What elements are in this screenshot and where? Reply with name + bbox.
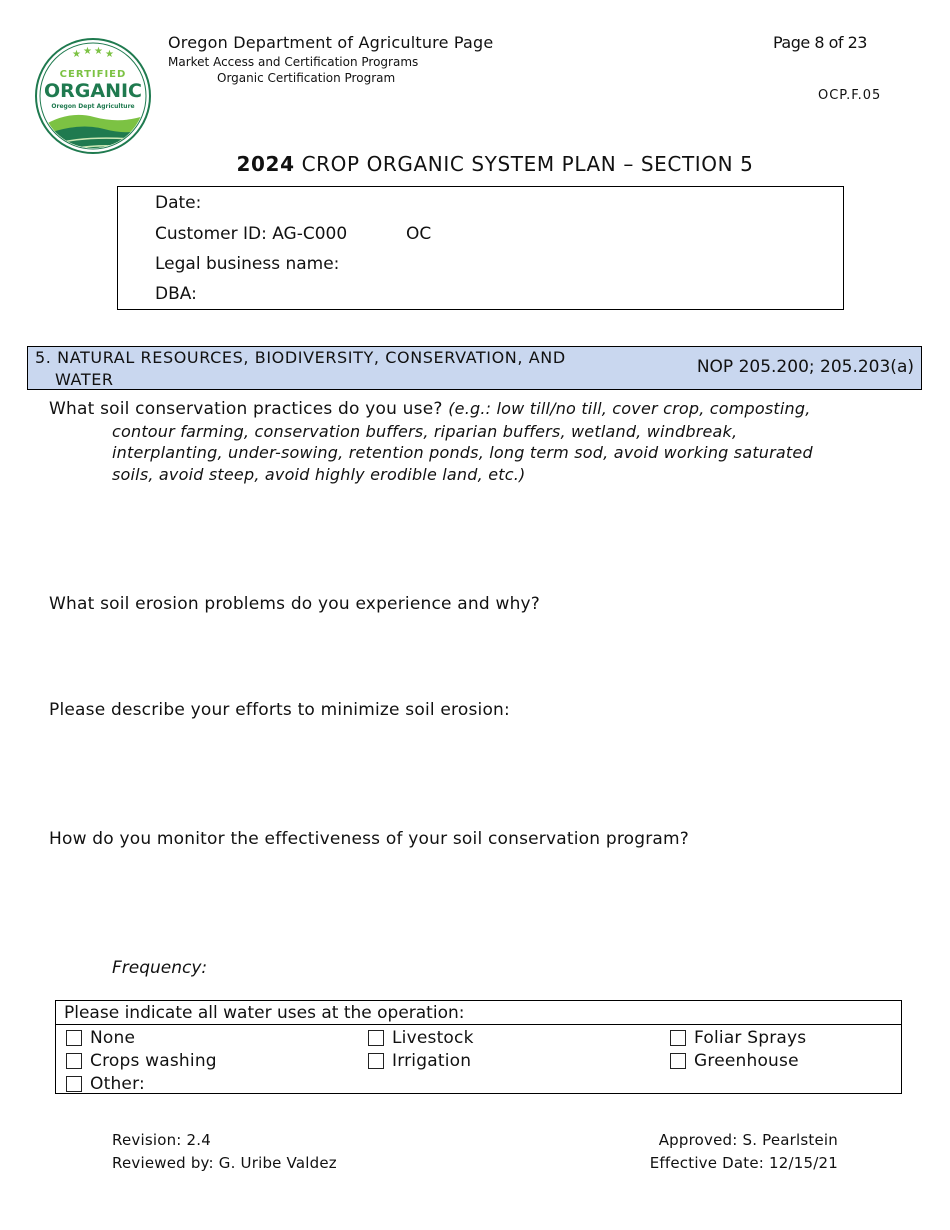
checkbox-label: None bbox=[90, 1028, 136, 1048]
checkbox-label: Irrigation bbox=[392, 1051, 472, 1071]
checkbox-icon[interactable] bbox=[670, 1053, 686, 1069]
customer-id-label: Customer ID: AG-C000 bbox=[155, 224, 348, 244]
checkbox-icon[interactable] bbox=[66, 1076, 82, 1092]
checkbox-icon[interactable] bbox=[66, 1053, 82, 1069]
question-soil-conservation-text: What soil conservation practices do you use? bbox=[49, 399, 443, 419]
water-uses-heading-text: Please indicate all water uses at the operation: bbox=[64, 1003, 465, 1023]
example-line: soils, avoid steep, avoid highly erodible land, etc.) bbox=[112, 464, 526, 484]
svg-text:★: ★ bbox=[94, 46, 103, 57]
checkbox-other[interactable] bbox=[66, 1074, 145, 1094]
footer-effective-date: Effective Date: 12/15/21 bbox=[649, 1154, 838, 1172]
applicant-info-box bbox=[117, 186, 844, 310]
water-uses-table bbox=[55, 1000, 902, 1094]
checkbox-none[interactable] bbox=[66, 1028, 135, 1048]
question-monitor-effectiveness[interactable]: How do you monitor the effectiveness of your soil conservation program? bbox=[49, 829, 690, 849]
certified-organic-logo bbox=[34, 37, 152, 155]
question-minimize-erosion[interactable]: Please describe your efforts to minimize soil erosion: bbox=[49, 700, 510, 720]
section-title-line1: 5. NATURAL RESOURCES, BIODIVERSITY, CONSERVATION, AND bbox=[35, 348, 566, 367]
footer-revision: Revision: 2.4 bbox=[112, 1131, 211, 1149]
dba-field[interactable]: DBA: bbox=[155, 284, 197, 304]
checkbox-irrigation[interactable] bbox=[368, 1051, 471, 1071]
checkbox-livestock[interactable] bbox=[368, 1028, 474, 1048]
footer-approved: Approved: S. Pearlstein bbox=[658, 1131, 838, 1149]
checkbox-icon[interactable] bbox=[368, 1053, 384, 1069]
checkbox-icon[interactable] bbox=[670, 1030, 686, 1046]
title-text: CROP ORGANIC SYSTEM PLAN – SECTION 5 bbox=[301, 152, 754, 176]
date-field[interactable]: Date: bbox=[155, 193, 202, 213]
section-header bbox=[27, 346, 922, 390]
checkbox-label: Other: bbox=[90, 1074, 145, 1094]
example-line: contour farming, conservation buffers, riparian buffers, wetland, windbreak, bbox=[112, 421, 738, 441]
footer-reviewed-by: Reviewed by: G. Uribe Valdez bbox=[112, 1154, 337, 1172]
form-code: OCP.F.05 bbox=[818, 88, 882, 103]
checkbox-icon[interactable] bbox=[66, 1030, 82, 1046]
title-year: 2024 bbox=[236, 152, 295, 176]
customer-id-suffix: OC bbox=[406, 224, 432, 244]
example-line: interplanting, under-sowing, retention ponds, long term sod, avoid working saturated bbox=[112, 443, 813, 462]
checkbox-foliar-sprays[interactable] bbox=[670, 1028, 806, 1048]
customer-id-field[interactable] bbox=[155, 224, 432, 244]
question-soil-erosion-problems[interactable]: What soil erosion problems do you experience and why? bbox=[49, 594, 541, 614]
section-title bbox=[35, 347, 645, 391]
checkbox-icon[interactable] bbox=[368, 1030, 384, 1046]
section-reference: NOP 205.200; 205.203(a) bbox=[696, 357, 914, 377]
checkbox-crops-washing[interactable] bbox=[66, 1051, 217, 1071]
svg-text:★: ★ bbox=[83, 46, 92, 57]
svg-text:★: ★ bbox=[72, 49, 81, 60]
section-title-line2: WATER bbox=[55, 370, 114, 389]
checkbox-label: Greenhouse bbox=[694, 1051, 799, 1071]
page-title bbox=[0, 152, 950, 176]
checkbox-label: Crops washing bbox=[90, 1051, 217, 1071]
svg-text:★: ★ bbox=[105, 49, 114, 60]
checkbox-label: Livestock bbox=[392, 1028, 474, 1048]
water-uses-heading bbox=[56, 1001, 901, 1025]
department-name: Oregon Department of Agriculture Page bbox=[168, 33, 494, 52]
checkbox-greenhouse[interactable] bbox=[670, 1051, 799, 1071]
question-soil-conservation[interactable] bbox=[49, 398, 839, 485]
frequency-label[interactable]: Frequency: bbox=[112, 958, 208, 978]
page-number: Page 8 of 23 bbox=[773, 33, 867, 52]
logo-line1: CERTIFIED bbox=[59, 69, 127, 80]
program-subtitle: Market Access and Certification Programs bbox=[168, 55, 419, 69]
logo-line2: ORGANIC bbox=[44, 80, 142, 102]
logo-line3: Oregon Dept Agriculture bbox=[51, 103, 135, 110]
program-name: Organic Certification Program bbox=[217, 71, 396, 85]
legal-business-name-field[interactable]: Legal business name: bbox=[155, 254, 340, 274]
question-soil-conservation-example: (e.g.: low till/no till, cover crop, composting, bbox=[448, 399, 811, 418]
checkbox-label: Foliar Sprays bbox=[694, 1028, 807, 1048]
